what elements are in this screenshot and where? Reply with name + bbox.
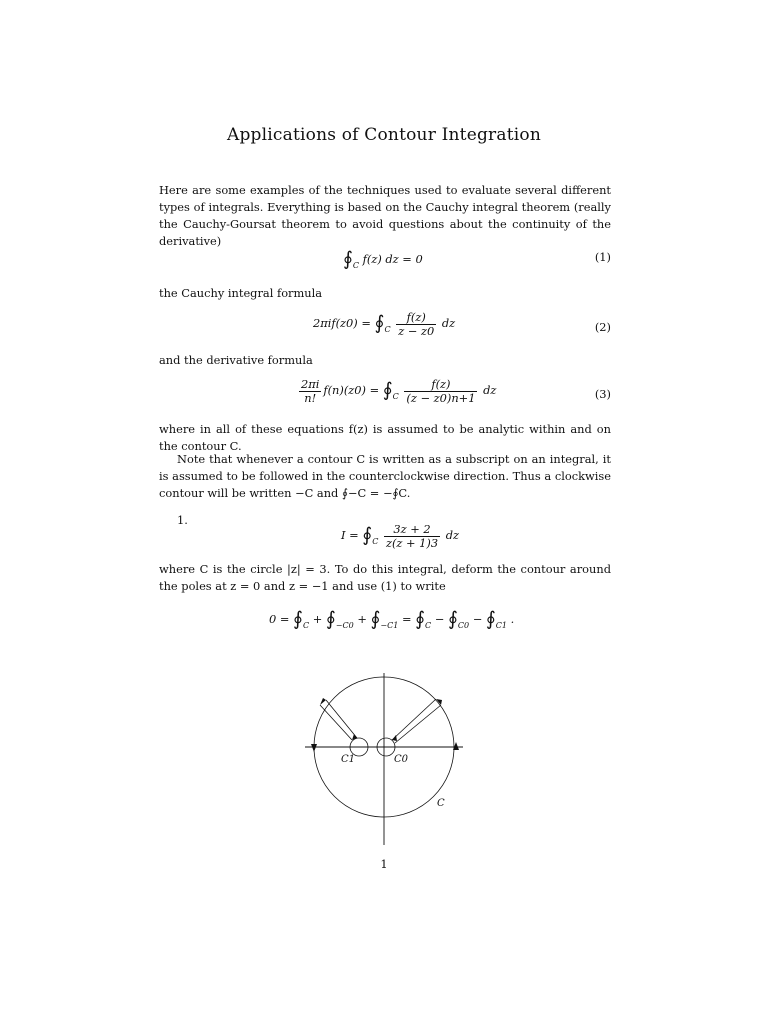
equation-2 <box>159 310 611 350</box>
cauchy-formula-text: the Cauchy integral formula <box>159 286 323 300</box>
arrowhead-icon <box>320 698 326 705</box>
contour-integral-symbol: ∮ <box>374 312 385 334</box>
operator: − <box>434 612 445 626</box>
label-c0: C0 <box>394 754 409 765</box>
equation-2-number: (2) <box>594 320 611 334</box>
channel-line <box>320 705 352 740</box>
example-1-subscript: C <box>372 537 379 546</box>
equation-3-lhs-function: f(n)(z0) = <box>323 383 380 397</box>
example-1-numerator: 3z + 2 <box>384 523 440 537</box>
equation-3-numerator: f(z) <box>404 378 477 392</box>
integral-subscript: −C1 <box>380 621 399 630</box>
example-1-denominator: z(z + 1)3 <box>385 535 439 550</box>
example-number: 1. <box>177 513 188 527</box>
contour-figure <box>300 670 470 850</box>
equation-2-body <box>313 310 455 338</box>
page-number: 1 <box>380 857 388 871</box>
equation-3-differential: dz <box>483 383 497 397</box>
equation-1-body <box>343 246 423 268</box>
contour-integral-symbol: ∮ <box>343 248 353 270</box>
equation-3-fraction <box>404 378 477 405</box>
equation-3-subscript: C <box>392 392 399 401</box>
equation-2-denominator: z − z0 <box>398 323 435 338</box>
equation-1-expression: f(z) dz = 0 <box>362 252 423 266</box>
deformation-lhs: 0 = <box>269 612 290 626</box>
contour-integral-symbol: ∮ <box>293 608 303 630</box>
equation-period: . <box>510 612 515 626</box>
equation-2-subscript: C <box>384 325 391 334</box>
equation-3-denominator: (z − z0)n+1 <box>406 390 476 405</box>
operator: + <box>312 612 323 626</box>
circle-paragraph: where C is the circle |z| = 3. To do this integral, deform the contour around the poles at z = 0 and z = −1 and use (1) to write <box>159 562 611 593</box>
example-1-differential: dz <box>445 528 460 542</box>
operator: = <box>401 612 412 626</box>
equation-1-number: (1) <box>594 250 611 264</box>
example-1-body <box>341 522 459 550</box>
example-1-fraction <box>384 523 440 550</box>
operator: + <box>357 612 367 626</box>
equation-1-subscript: C <box>352 261 360 270</box>
equation-3-number: (3) <box>594 387 611 401</box>
contour-integral-symbol: ∮ <box>447 608 458 630</box>
integral-subscript: −C0 <box>335 621 354 630</box>
equation-2-lhs: 2πif(z0) = <box>313 316 371 330</box>
equation-3 <box>159 377 611 417</box>
analytic-paragraph: where in all of these equations f(z) is assumed to be analytic within and on the contour C. <box>159 422 611 453</box>
note-paragraph: Note that whenever a contour C is written as a subscript on an integral, it is assumed to be followed in the counterclockwise direction. Thus a clockwise contour will be written −C and ∮−C = −∮C. <box>159 452 611 500</box>
equation-2-numerator: f(z) <box>396 311 436 325</box>
equation-3-lhs-numerator: 2πi <box>301 376 320 391</box>
equation-3-lhs-fraction <box>299 378 321 405</box>
operator: − <box>472 612 483 626</box>
equation-1 <box>159 246 611 286</box>
document-title: Applications of Contour Integration <box>227 125 541 145</box>
arrowhead-icon <box>311 744 317 752</box>
equation-3-lhs-denominator: n! <box>304 390 317 405</box>
example-1-equation <box>159 522 611 562</box>
equation-2-differential: dz <box>441 316 456 330</box>
intro-paragraph: Here are some examples of the techniques used to evaluate several different types of integrals. Everything is based on the Cauchy integral theorem (really the Cauchy-Goursat theorem to avoid questions about the continuity of the derivative) <box>159 183 611 248</box>
deformation-equation <box>159 606 611 646</box>
contour-integral-symbol: ∮ <box>382 379 393 401</box>
contour-integral-symbol: ∮ <box>370 608 381 630</box>
derivative-formula-text: and the derivative formula <box>159 353 313 367</box>
integral-subscript: C <box>425 621 432 630</box>
integral-subscript: C1 <box>495 621 507 630</box>
label-c1: C1 <box>341 754 356 765</box>
label-c: C <box>437 798 445 809</box>
channel-line <box>326 700 357 738</box>
equation-2-fraction <box>396 311 436 338</box>
example-1-lhs: I = <box>341 528 359 542</box>
contour-integral-symbol: ∮ <box>325 608 336 630</box>
integral-subscript: C <box>302 621 310 630</box>
channel-line <box>392 699 436 740</box>
equation-3-body <box>297 377 496 405</box>
channel-line <box>395 705 441 743</box>
contour-integral-symbol: ∮ <box>362 524 373 546</box>
integral-subscript: C0 <box>457 621 470 630</box>
deformation-equation-body <box>269 606 514 628</box>
contour-integral-symbol: ∮ <box>485 608 496 630</box>
contour-integral-symbol: ∮ <box>415 608 426 630</box>
